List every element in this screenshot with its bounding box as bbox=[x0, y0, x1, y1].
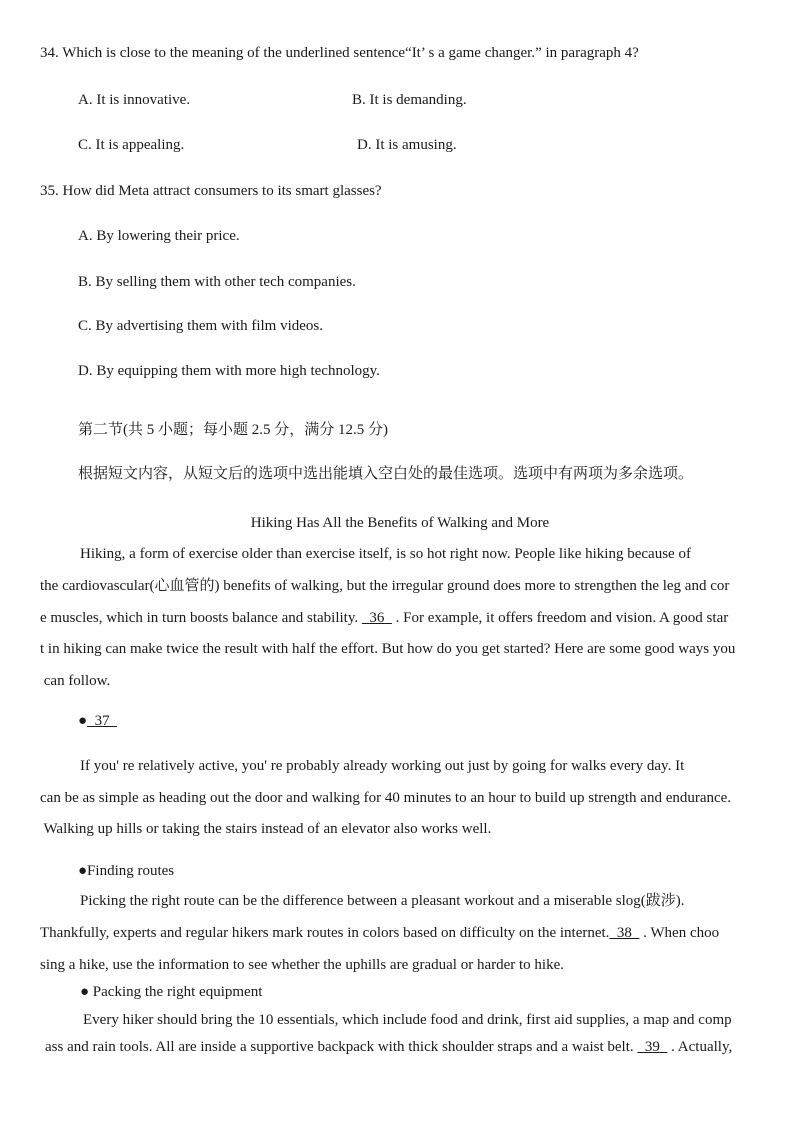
p1-line-1: Hiking, a form of exercise older than exercise itself, is so hot right now. People like hiking because of bbox=[80, 546, 691, 562]
blank-37[interactable] bbox=[87, 713, 117, 729]
q34-stem: 34. Which is close to the meaning of the underlined sentence“It’ s a game changer.” in paragraph 4? bbox=[40, 45, 639, 61]
p1-line-3-text: e muscles, which in turn boosts balance and stability. bbox=[40, 610, 359, 626]
blank-38[interactable] bbox=[609, 925, 639, 941]
p1-line-2: the cardiovascular(心血管的) benefits of walking, but the irregular ground does more to strengthen the leg and cor bbox=[40, 578, 730, 594]
blank-38-number: 38 bbox=[616, 925, 632, 941]
p3-line-3: sing a hike, use the information to see whether the uphills are gradual or harder to hike. bbox=[40, 957, 565, 973]
heading-finding-routes: ●Finding routes bbox=[78, 863, 175, 879]
p3-line-2-tail: . When choo bbox=[643, 925, 720, 941]
blank-36-number: 36 bbox=[369, 610, 385, 626]
p4-line-2-text: ass and rain tools. All are inside a supportive backpack with thick shoulder straps and a waist belt. bbox=[45, 1039, 634, 1055]
blank-37-number: 37 bbox=[94, 713, 110, 729]
heading-37 bbox=[78, 712, 117, 730]
p3-line-1: Picking the right route can be the difference between a pleasant workout and a miserable slog(跋涉). bbox=[80, 893, 685, 909]
p4-line-2-tail: . Actually, bbox=[671, 1039, 733, 1055]
p3-line-2 bbox=[40, 924, 719, 942]
blank-36[interactable] bbox=[362, 610, 392, 626]
heading-packing-equipment: ● Packing the right equipment bbox=[80, 984, 263, 1000]
q35-option-d: D. By equipping them with more high technology. bbox=[78, 363, 380, 379]
p4-line-2 bbox=[45, 1038, 732, 1056]
p1-line-3 bbox=[40, 609, 728, 627]
q35-option-a: A. By lowering their price. bbox=[78, 228, 240, 244]
q34-option-c: C. It is appealing. bbox=[78, 137, 185, 153]
blank-39-number: 39 bbox=[644, 1039, 660, 1055]
q34-option-d: D. It is amusing. bbox=[357, 137, 457, 153]
q35-stem: 35. How did Meta attract consumers to its smart glasses? bbox=[40, 183, 382, 199]
p2-line-1: If you' re relatively active, you' re probably already working out just by going for walks every day. It bbox=[80, 758, 685, 774]
q35-option-b: B. By selling them with other tech companies. bbox=[78, 274, 356, 290]
p1-line-3-tail: . For example, it offers freedom and vision. A good star bbox=[395, 610, 729, 626]
p1-line-5: can follow. bbox=[40, 673, 111, 689]
p3-line-2-text: Thankfully, experts and regular hikers mark routes in colors based on difficulty on the internet. bbox=[40, 925, 610, 941]
p1-line-4: t in hiking can make twice the result with half the effort. But how do you get started? Here are some good ways you bbox=[40, 641, 736, 657]
section-heading: 第二节(共 5 小题；每小题 2.5 分，满分 12.5 分) bbox=[78, 422, 388, 438]
p2-line-2: can be as simple as heading out the door and walking for 40 minutes to an hour to build up strength and endurance. bbox=[40, 790, 732, 806]
p4-line-1: Every hiker should bring the 10 essentials, which include food and drink, first aid supplies, a map and comp bbox=[83, 1012, 732, 1028]
blank-39[interactable] bbox=[637, 1039, 667, 1055]
passage-title: Hiking Has All the Benefits of Walking and More bbox=[250, 515, 550, 531]
q35-option-c: C. By advertising them with film videos. bbox=[78, 318, 323, 334]
p2-line-3: Walking up hills or taking the stairs instead of an elevator also works well. bbox=[40, 821, 492, 837]
q34-option-a: A. It is innovative. bbox=[78, 92, 191, 108]
q34-option-b: B. It is demanding. bbox=[352, 92, 467, 108]
section-instruction: 根据短文内容，从短文后的选项中选出能填入空白处的最佳选项。选项中有两项为多余选项。 bbox=[78, 466, 694, 482]
bullet-37: ● bbox=[78, 713, 88, 729]
